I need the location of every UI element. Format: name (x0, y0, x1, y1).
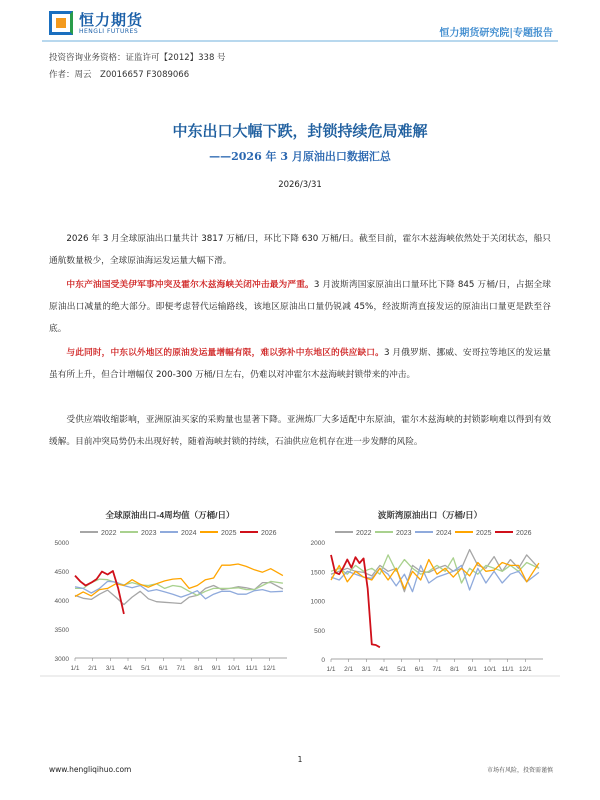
x-tick-label: 11/1 (245, 665, 258, 672)
logo-en: HENGLI FUTURES (79, 27, 139, 35)
x-tick-label: 10/1 (227, 665, 241, 672)
y-tick-label: 3500 (54, 627, 69, 634)
x-tick-label: 9/1 (467, 666, 477, 673)
chart-persian-gulf-exports (300, 500, 560, 680)
x-tick-label: 8/1 (194, 665, 204, 672)
x-tick-label: 1/1 (326, 666, 336, 673)
legend-label-2026: 2026 (516, 530, 532, 537)
chart-title: 波斯湾原油出口（万桶/日） (377, 510, 483, 520)
page-number: 1 (297, 755, 303, 764)
header-report-type: 恒力期货研究院|专题报告 (439, 28, 553, 39)
legend-label-2024: 2024 (181, 530, 197, 537)
logo-icon (49, 11, 73, 35)
report-date: 2026/3/31 (278, 180, 322, 190)
paragraph-2: 中东产油国受美伊军事冲突及霍尔木兹海峡关闭冲击最为严重。3 月波斯湾国家原油出口量环比下降 845 万桶/日，占据全球原油出口减量的绝大部分。即便考虑替代运输路线，该地区原油出口量仍锐减 45%，经波斯湾直接发运的原油出口量更是跌至谷底。 (49, 280, 551, 334)
legend-label-2023: 2023 (396, 530, 412, 537)
x-tick-label: 3/1 (361, 666, 371, 673)
x-tick-label: 6/1 (158, 665, 168, 672)
x-tick-label: 11/1 (501, 666, 514, 673)
risk-disclaimer: 市场有风险，投资需谨慎 (486, 767, 553, 774)
x-tick-label: 5/1 (141, 665, 151, 672)
paragraph-4: 受供应端收缩影响，亚洲原油买家的采购量也显著下降。亚洲炼厂大多适配中东原油，霍尔木兹海峡的封锁影响难以得到有效缓解。目前冲突局势仍未出现好转，随着海峡封锁的持续，石油供应危机存在进一步发酵的风险。 (49, 415, 551, 447)
header-divider (42, 40, 558, 42)
x-tick-label: 4/1 (379, 666, 389, 673)
y-tick-label: 4000 (54, 598, 69, 605)
series-line-2023 (75, 579, 283, 595)
y-tick-label: 500 (314, 627, 325, 635)
page-subtitle: ——2026 年 3 月原油出口数据汇总 (209, 150, 391, 163)
legend-label-2024: 2024 (436, 530, 452, 537)
legend-label-2025: 2025 (221, 530, 237, 537)
y-tick-label: 1000 (310, 598, 325, 606)
legend-label-2023: 2023 (141, 530, 157, 537)
x-tick-label: 6/1 (414, 666, 424, 673)
y-tick-label: 3000 (54, 656, 69, 663)
y-tick-label: 5000 (54, 540, 69, 547)
y-tick-label: 0 (321, 657, 325, 664)
y-tick-label: 1500 (310, 569, 325, 577)
x-tick-label: 2/1 (344, 666, 354, 673)
company-logo (49, 11, 143, 35)
x-tick-label: 8/1 (450, 666, 460, 673)
x-tick-label: 5/1 (397, 666, 407, 673)
x-tick-label: 4/1 (123, 665, 133, 672)
legend-label-2025: 2025 (476, 530, 492, 537)
chart-title: 全球原油出口-4周均值（万桶/日） (105, 510, 235, 520)
page-title: 中东出口大幅下跌，封锁持续危局难解 (172, 122, 428, 140)
x-tick-label: 2/1 (88, 665, 98, 672)
chart-global-exports (40, 500, 300, 680)
logo-cn: 恒力期货 (79, 10, 144, 29)
x-tick-label: 12/1 (263, 665, 276, 672)
website-link[interactable]: www.hengliqihuo.com (49, 765, 132, 774)
paragraph-3: 与此同时，中东以外地区的原油发运量增幅有限，难以弥补中东地区的供应缺口。3 月俄罗斯、挪威、安哥拉等地区的发运量虽有所上升，但合计增幅仅 200-300 万桶/日左右，仍难以对冲霍尔木兹海峡封锁带来的冲击。 (49, 348, 551, 380)
x-tick-label: 12/1 (519, 666, 532, 673)
x-tick-label: 1/1 (70, 665, 80, 672)
legend-label-2026: 2026 (261, 530, 277, 537)
legend-label-2022: 2022 (101, 530, 117, 537)
y-tick-label: 2000 (310, 540, 325, 547)
paragraph-1: 2026 年 3 月全球原油出口量共计 3817 万桶/日，环比下降 630 万桶/日。截至目前，霍尔木兹海峡依然处于关闭状态，船只通航数量极少，全球原油海运发运量大幅下滑。 (49, 234, 551, 266)
license-info: 投资咨询业务资格：证监许可【2012】338 号 (49, 53, 226, 63)
series-line-2025 (331, 560, 539, 589)
legend-label-2022: 2022 (356, 530, 372, 537)
author-info: 作者：周云 Z0016657 F3089066 (49, 70, 190, 80)
x-tick-label: 10/1 (483, 666, 497, 673)
y-tick-label: 4500 (54, 569, 69, 576)
x-tick-label: 9/1 (211, 665, 221, 672)
x-tick-label: 3/1 (105, 665, 115, 672)
x-tick-label: 7/1 (432, 666, 442, 673)
x-tick-label: 7/1 (176, 665, 186, 672)
